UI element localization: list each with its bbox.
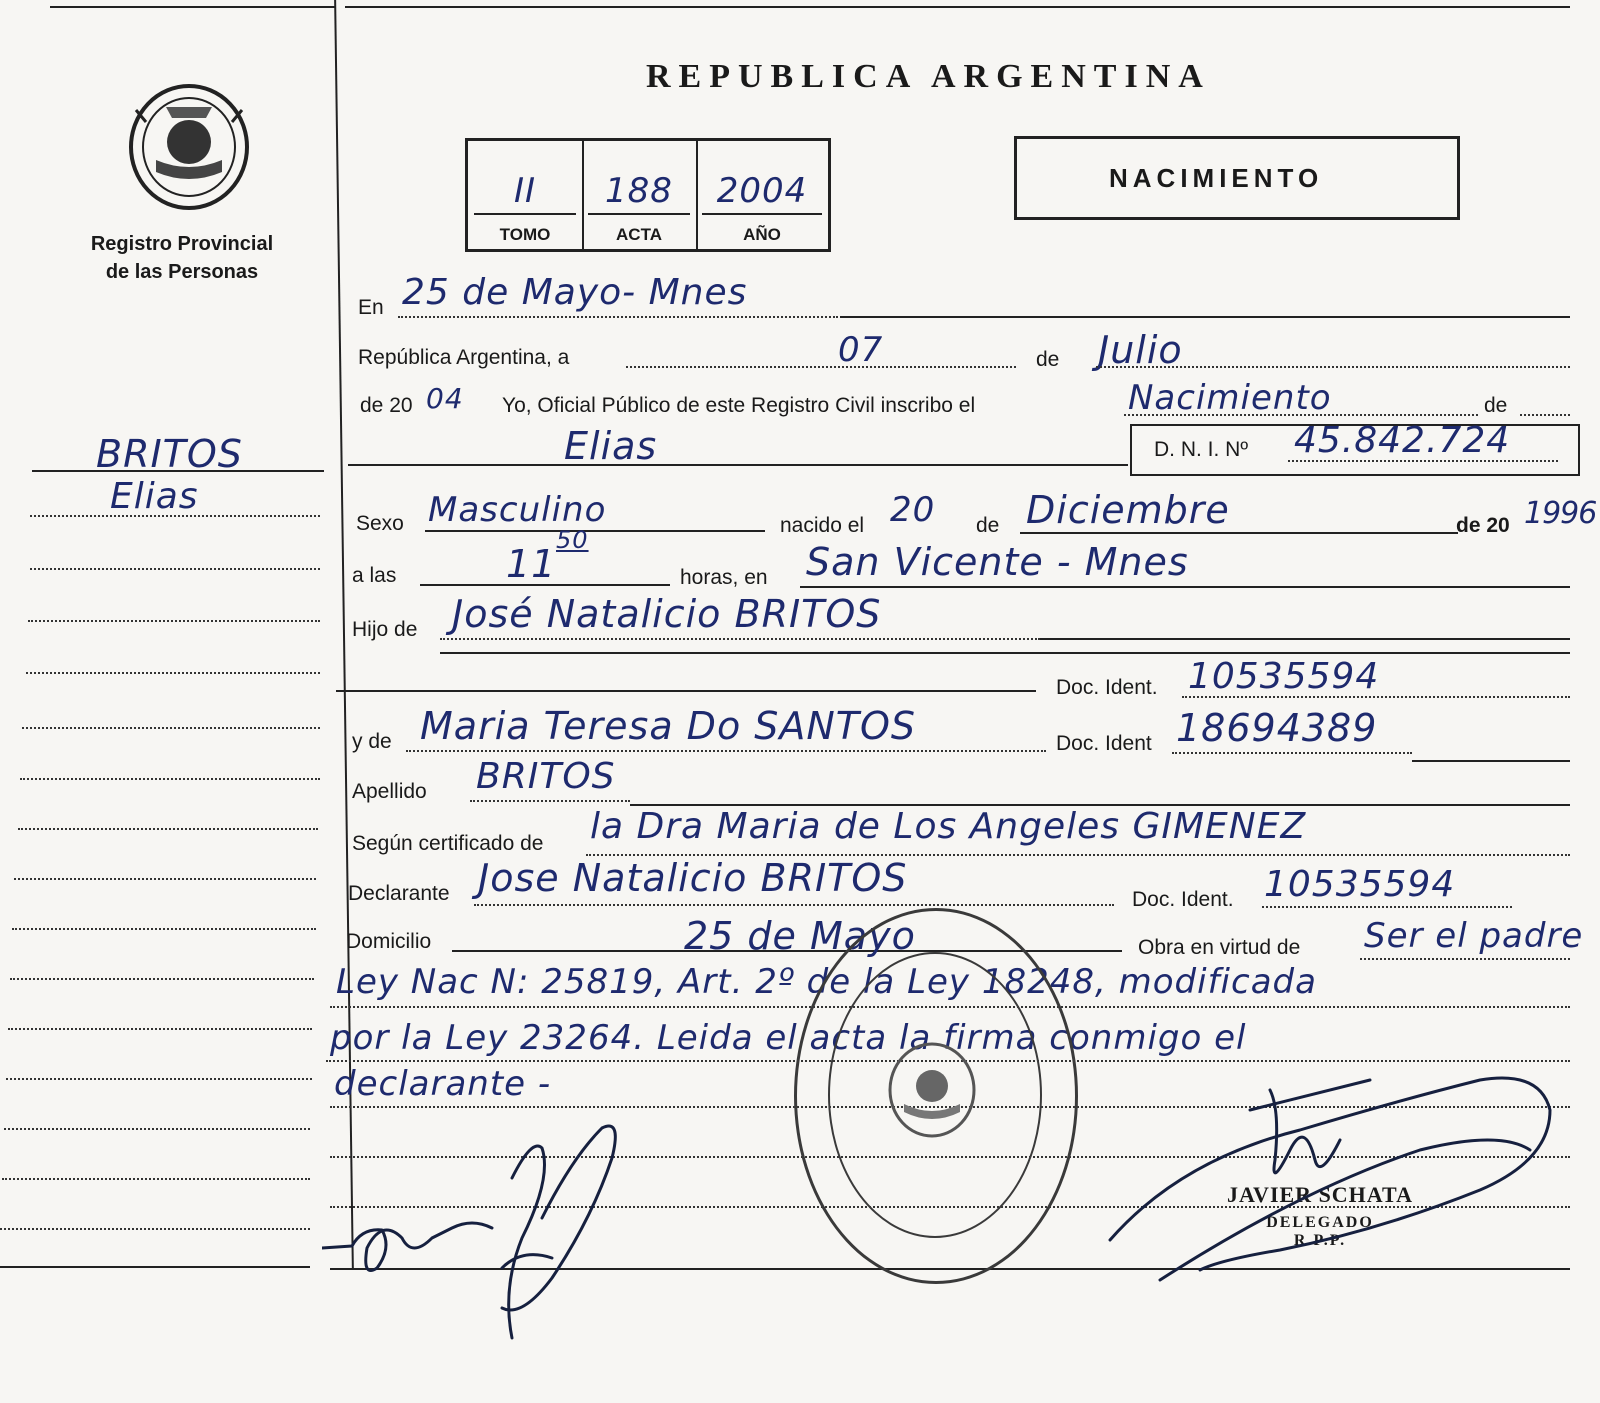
tomo-cell [468,141,584,249]
tomo-value: II [513,171,537,211]
field-dni: 45.842.724 [1294,420,1511,461]
dotline [440,638,1040,640]
rule [336,690,1036,692]
rule [440,652,1570,654]
field-birth-month: Diciembre [1026,488,1230,532]
margin-dotline [10,978,314,980]
field-act: Nacimiento [1128,378,1332,418]
ano-cell [696,141,828,249]
dotline [1262,906,1512,908]
dotline [406,750,1046,752]
acta-label: ACTA [616,225,662,244]
field-note-line3: declarante - [334,1064,552,1104]
dotline [470,800,630,802]
rule [1040,638,1570,640]
label-declarante: Declarante [348,882,450,905]
ano-label: AÑO [743,225,781,244]
field-sex: Masculino [428,490,607,530]
label-horas-en: horas, en [680,566,768,589]
field-certificate: la Dra Maria de Los Angeles GIMENEZ [590,806,1307,847]
label-dni: D. N. I. Nº [1154,438,1249,461]
field-declarant: Jose Natalicio BRITOS [478,856,908,900]
field-birth-day: 20 [890,490,936,530]
left-top-rule [50,6,335,8]
field-address: 25 de Mayo [684,914,916,958]
label-hijo-de: Hijo de [352,618,418,641]
rule [1412,760,1570,762]
label-de-20: de 20 [1456,514,1510,537]
rule [1020,532,1458,534]
margin-dotline [12,928,316,930]
field-name: Elias [564,424,658,468]
record-type: NACIMIENTO [1109,163,1324,193]
rule [800,586,1570,588]
field-note-line1: Ley Nac N: 25819, Art. 2º de la Ley 18248, modificada [336,962,1317,1002]
field-mother: Maria Teresa Do SANTOS [420,704,917,748]
margin-surname: BRITOS [96,432,243,476]
field-father: José Natalicio BRITOS [452,592,882,636]
margin-dotline [18,828,318,830]
field-father-doc: 10535594 [1188,656,1380,697]
rule [348,464,1128,466]
dotline [1096,366,1570,368]
left-column [0,0,335,1275]
label-de: de [1036,348,1060,371]
margin-dotline [6,1078,312,1080]
stamp-emblem-icon [884,1040,980,1140]
acta-underline [588,213,690,215]
delegate-title: DELEGADO [1266,1214,1374,1231]
record-type-box [1014,136,1460,220]
margin-dotline [8,1028,312,1030]
label-doc-ident-mother: Doc. Ident [1056,732,1152,755]
margin-dotline [14,878,316,880]
margin-dotline [0,1228,310,1230]
margin-dotline [26,672,320,674]
left-bottom-rule [0,1266,310,1268]
country-title: REPUBLICA ARGENTINA [646,58,1211,95]
dotline [1124,414,1478,416]
field-note-line2: por la Ley 23264. Leida el acta la firma conmigo el [330,1018,1247,1058]
delegate-org: R.P.P. [1293,1232,1347,1249]
dni-box [1130,420,1580,476]
label-segun-certificado: Según certificado de [352,832,544,855]
label-y-de: y de [352,730,392,753]
rule [425,530,765,532]
delegate-name: JAVIER SCHATA [1227,1182,1413,1207]
field-minutes: 50 [556,526,589,554]
margin-dotline [30,568,320,570]
label-domicilio: Domicilio [346,930,432,953]
field-declarant-doc: 10535594 [1264,864,1456,905]
margin-dotline [22,727,320,729]
dotline [398,316,838,318]
margin-dotline [20,778,320,780]
dotline [1172,752,1412,754]
label-apellido: Apellido [352,780,427,803]
label-de2: de [976,514,1000,537]
label-en: En [358,296,384,319]
registry-name: Registro Provincial de las Personas [90,233,274,283]
margin-first-name: Elias [110,476,199,517]
field-surname: BRITOS [476,756,616,797]
ano-value: 2004 [716,171,808,211]
label-obra-en-virtud: Obra en virtud de [1138,936,1301,959]
field-month: Julio [1098,328,1183,372]
dotline [1182,696,1570,698]
margin-dotline [28,620,320,622]
record-number-box [465,138,831,252]
margin-rule-1 [32,470,324,472]
margin-dotline [2,1178,310,1180]
provincial-seal-icon [126,82,252,212]
right-top-rule [345,6,1570,8]
field-mother-doc: 18694389 [1176,706,1378,750]
dotline [626,366,1016,368]
label-doc-ident-declarant: Doc. Ident. [1132,888,1234,911]
margin-dotline [30,515,320,517]
ano-underline [702,213,822,215]
dotline [1288,460,1558,462]
label-doc-ident-father: Doc. Ident. [1056,676,1158,699]
label-a-las: a las [352,564,397,587]
official-signature [1100,1040,1560,1300]
tomo-underline [474,213,576,215]
label-sexo: Sexo [356,512,404,535]
label-nacido-el: nacido el [780,514,865,537]
field-birth-year: 1996 [1524,496,1597,531]
label-de-year: de 20 [360,394,413,417]
acta-value: 188 [605,171,673,211]
field-place: 25 de Mayo- Mnes [402,272,748,313]
label-republica-a: República Argentina, a [358,346,570,369]
field-day: 07 [838,330,884,370]
dotline [1520,414,1570,416]
field-by-virtue-of: Ser el padre [1364,916,1584,956]
declarant-signature [322,1118,642,1358]
field-year-suffix: 04 [426,382,464,415]
dotline [1360,958,1570,960]
rule [840,316,1570,318]
margin-dotline [4,1128,310,1130]
label-yo-oficial: Yo, Oficial Público de este Registro Civil inscribo el [502,394,976,417]
acta-cell [582,141,698,249]
dotline [474,904,1114,906]
tomo-label: TOMO [499,225,551,244]
field-birth-place: San Vicente - Mnes [806,540,1189,584]
label-de-end: de [1484,394,1508,417]
field-hour: 11 [506,542,557,586]
